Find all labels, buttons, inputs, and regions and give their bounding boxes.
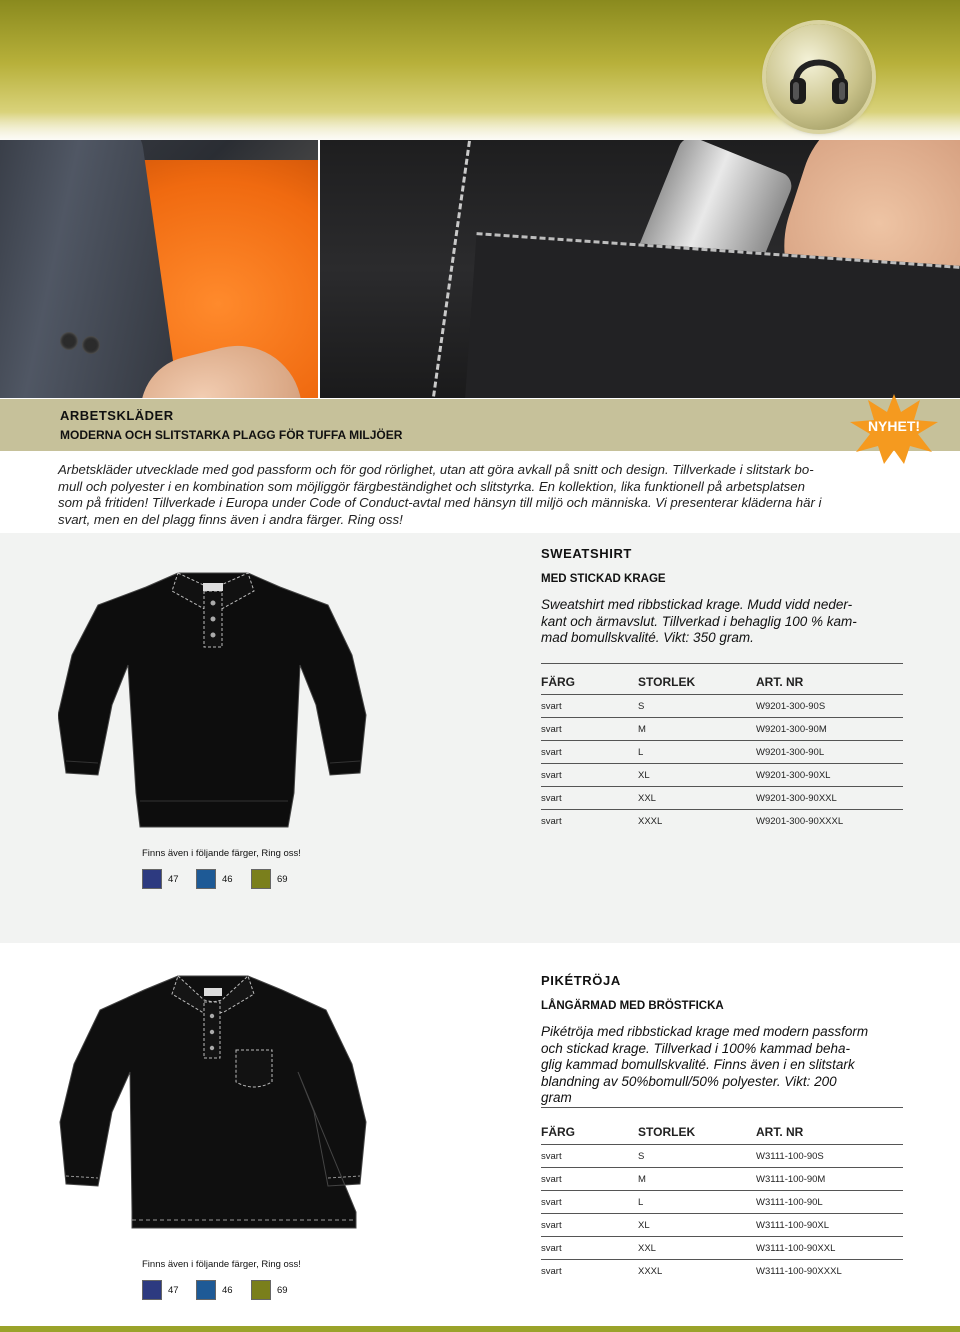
also-available-text: Finns även i följande färger, Ring oss!: [142, 1259, 301, 1270]
intro-line: som på fritiden! Tillverkade i Europa under Code of Conduct-avtal med hänsyn till miljö och människa. Vi presenterar kläderna här i: [58, 495, 822, 510]
desc-line: Pikétröja med ribbstickad krage med modern passform: [541, 1024, 869, 1039]
product-subtitle: LÅNGÄRMAD MED BRÖSTFICKA: [541, 1000, 724, 1012]
cell-artnr: W3111-100-90S: [756, 1151, 824, 1162]
intro-line: mull och polyester i en kombination som möjliggör färgbeständighet och slitstyrka. En kollektion, lika funktionell på arbetsplatsen: [58, 478, 805, 494]
cell-color: svart: [541, 770, 562, 781]
cell-artnr: W9201-300-90XL: [756, 770, 831, 781]
cell-size: XL: [638, 1220, 650, 1231]
cell-color: svart: [541, 1220, 562, 1231]
cell-artnr: W3111-100-90XXL: [756, 1243, 836, 1254]
cell-artnr: W3111-100-90XXXL: [756, 1266, 842, 1277]
color-swatch-47: [142, 1280, 162, 1300]
photo-orange-jacket: [0, 140, 318, 398]
product-subtitle: MED STICKAD KRAGE: [541, 573, 666, 585]
nyhet-label: NYHET!: [867, 418, 921, 434]
table-row: [541, 1237, 903, 1260]
cell-color: svart: [541, 793, 562, 804]
product-description: [541, 597, 901, 647]
table-row: [541, 1214, 903, 1237]
desc-line: mad bomullskvalité. Vikt: 350 gram.: [541, 630, 754, 645]
desc-line: kant och ärmavslut. Tillverkad i behaglig 100 % kam-: [541, 613, 857, 629]
cell-artnr: W9201-300-90XXL: [756, 793, 837, 804]
col-header-artnr: ART. NR: [756, 675, 804, 689]
swatch-label: 46: [222, 874, 233, 885]
color-swatch-69: [251, 1280, 271, 1300]
desc-line: blandning av 50%bomull/50% polyester. Vikt: 200: [541, 1073, 837, 1089]
cell-size: M: [638, 1174, 646, 1185]
ear-protection-logo-icon: [766, 24, 872, 130]
cell-size: XXL: [638, 793, 656, 804]
cell-size: S: [638, 701, 645, 712]
cell-size: XL: [638, 770, 650, 781]
table-row: [541, 1168, 903, 1191]
color-swatch-46: [196, 1280, 216, 1300]
col-header-color: FÄRG: [541, 675, 575, 689]
product-table: [541, 663, 903, 832]
cell-artnr: W9201-300-90M: [756, 724, 827, 735]
table-row: [541, 1145, 903, 1168]
cell-size: S: [638, 1151, 645, 1162]
cell-size: XXL: [638, 1243, 656, 1254]
cell-color: svart: [541, 1174, 562, 1185]
table-row: [541, 695, 903, 718]
bottom-rule: [0, 1326, 960, 1332]
piketroja-image: [58, 972, 368, 1242]
section-subtitle: MODERNA OCH SLITSTARKA PLAGG FÖR TUFFA MILJÖER: [60, 428, 403, 442]
table-row: [541, 718, 903, 741]
photo-black-pocket-phone: [320, 140, 960, 398]
desc-line: och stickad krage. Tillverkad i 100% kammad beha-: [541, 1040, 851, 1056]
product-title: PIKÉTRÖJA: [541, 973, 621, 988]
cell-size: XXXL: [638, 1266, 663, 1277]
intro-paragraph: [58, 462, 914, 528]
table-header: [541, 664, 903, 695]
table-row: [541, 810, 903, 832]
cell-color: svart: [541, 816, 562, 827]
cell-artnr: W9201-300-90XXXL: [756, 816, 844, 827]
color-swatch-69: [251, 869, 271, 889]
col-header-color: FÄRG: [541, 1125, 575, 1139]
table-row: [541, 741, 903, 764]
nyhet-badge: [848, 392, 940, 464]
section-title: ARBETSKLÄDER: [60, 408, 174, 423]
desc-line: glig kammad bomullskvalité. Finns även i en slitstark: [541, 1057, 855, 1072]
table-row: [541, 1260, 903, 1282]
cell-color: svart: [541, 724, 562, 735]
col-header-size: STORLEK: [638, 1125, 696, 1139]
product-description: [541, 1024, 901, 1107]
cell-color: svart: [541, 701, 562, 712]
sweatshirt-image: [58, 565, 368, 835]
col-header-artnr: ART. NR: [756, 1125, 804, 1139]
intro-line: svart, men en del plagg finns även i andra färger. Ring oss!: [58, 511, 403, 527]
swatch-label: 46: [222, 1285, 233, 1296]
color-swatch-47: [142, 869, 162, 889]
desc-line: gram: [541, 1090, 572, 1105]
cell-artnr: W3111-100-90M: [756, 1174, 826, 1185]
cell-artnr: W3111-100-90XL: [756, 1220, 830, 1231]
cell-artnr: W9201-300-90L: [756, 747, 825, 758]
cell-artnr: W3111-100-90L: [756, 1197, 823, 1208]
swatch-label: 69: [277, 1285, 288, 1296]
col-header-size: STORLEK: [638, 675, 696, 689]
cell-color: svart: [541, 1151, 562, 1162]
cell-size: M: [638, 724, 646, 735]
intro-line: Arbetskläder utvecklade med god passform och för god rörlighet, utan att göra avkall på snitt och design. Tillverkade i slitstark bo-: [58, 462, 814, 477]
cell-size: L: [638, 1197, 644, 1208]
table-row: [541, 787, 903, 810]
table-row: [541, 1191, 903, 1214]
swatch-label: 69: [277, 874, 288, 885]
color-swatch-46: [196, 869, 216, 889]
cell-color: svart: [541, 1243, 562, 1254]
title-bar: [0, 399, 960, 451]
cell-size: XXXL: [638, 816, 663, 827]
product-table: [541, 1107, 903, 1282]
table-row: [541, 764, 903, 787]
cell-size: L: [638, 747, 644, 758]
swatch-label: 47: [168, 1285, 179, 1296]
swatch-label: 47: [168, 874, 179, 885]
cell-color: svart: [541, 747, 562, 758]
cell-artnr: W9201-300-90S: [756, 701, 826, 712]
product-title: SWEATSHIRT: [541, 546, 632, 561]
desc-line: Sweatshirt med ribbstickad krage. Mudd vidd neder-: [541, 597, 853, 612]
also-available-text: Finns även i följande färger, Ring oss!: [142, 848, 301, 859]
cell-color: svart: [541, 1266, 562, 1277]
table-header: [541, 1108, 903, 1145]
cell-color: svart: [541, 1197, 562, 1208]
